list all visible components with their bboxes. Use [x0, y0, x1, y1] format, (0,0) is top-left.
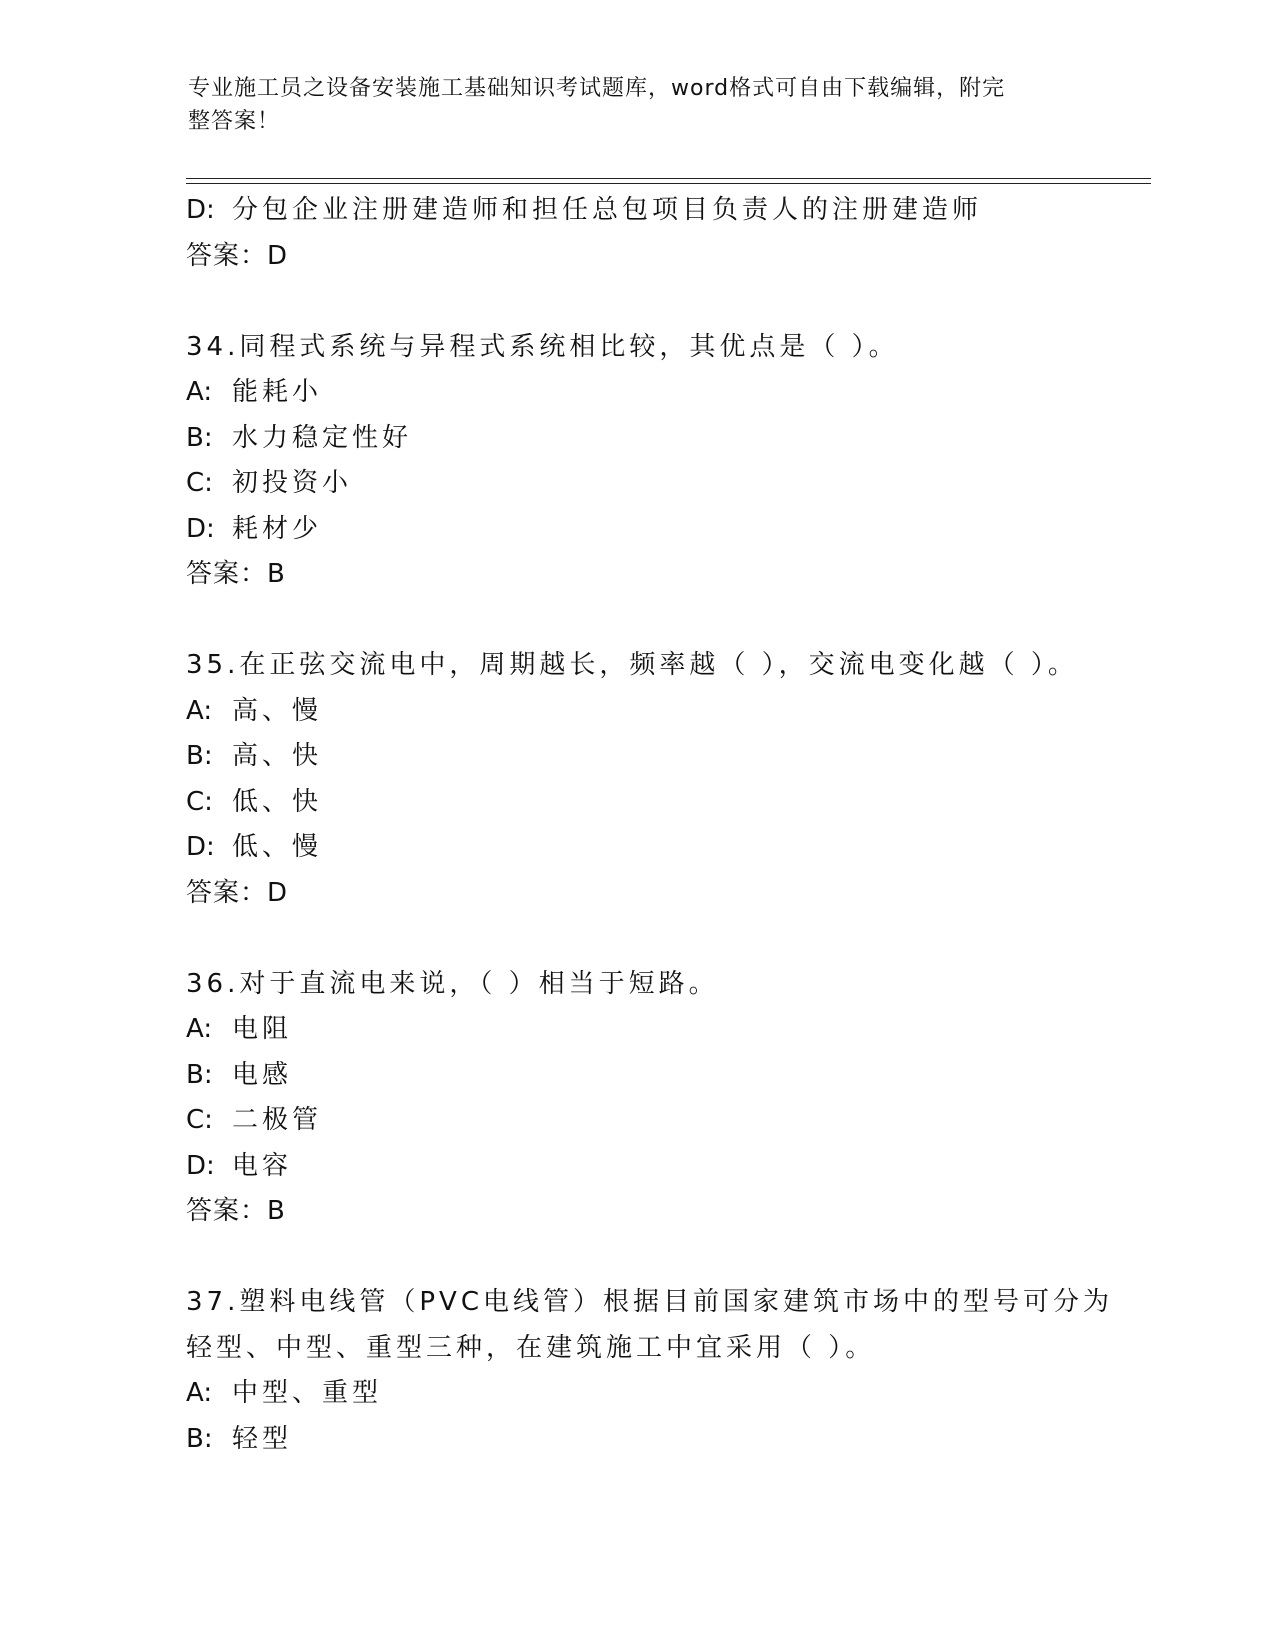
option-text: 高、慢: [232, 695, 323, 726]
answer-line: 答案：B: [186, 559, 286, 589]
option-text: 分包企业注册建造师和担任总包项目负责人的注册建造师: [232, 195, 983, 225]
option-prefix: D:: [186, 832, 215, 862]
option-b: [186, 1053, 1146, 1099]
option-c: [186, 461, 1146, 507]
question-stem-line-1: 37.塑料电线管（PVC电线管）根据目前国家建筑市场中的型号可分为: [186, 1287, 1113, 1317]
question-34: [186, 325, 1146, 598]
option-d: [186, 507, 1146, 553]
question-stem: 34.同程式系统与异程式系统相比较，其优点是（ ）。: [186, 331, 899, 362]
answer-line: 答案：D: [186, 240, 289, 271]
question-37: [186, 1280, 1146, 1462]
option-text: 初投资小: [232, 468, 353, 498]
option-prefix: B:: [186, 1059, 213, 1090]
option-a: [186, 1371, 1146, 1417]
option-prefix: A:: [186, 695, 213, 726]
option-prefix: A:: [186, 377, 213, 407]
option-prefix: D:: [186, 1150, 215, 1181]
header-line-1: 专业施工员之设备安装施工基础知识考试题库，word格式可自由下载编辑，附完: [188, 76, 1006, 101]
answer-line: 答案：B: [186, 1196, 286, 1226]
header-divider-top: [186, 178, 1151, 179]
option-b: [186, 1417, 1146, 1463]
header-divider-bottom: [186, 183, 1151, 184]
option-text: 耗材少: [232, 513, 323, 544]
option-text: 水力稳定性好: [232, 422, 413, 453]
option-a: [186, 370, 1146, 416]
option-prefix: B:: [186, 741, 213, 771]
question-stem: 36.对于直流电来说，（ ）相当于短路。: [186, 968, 719, 999]
option-prefix: C:: [186, 786, 213, 817]
option-prefix: A:: [186, 1014, 213, 1044]
option-text: 高、快: [232, 741, 323, 771]
option-a: [186, 1007, 1146, 1053]
option-c: [186, 780, 1146, 826]
option-text: 二极管: [232, 1105, 323, 1135]
option-a: [186, 689, 1146, 735]
question-35: [186, 643, 1146, 916]
question-36: [186, 962, 1146, 1235]
document-header: [188, 72, 1068, 138]
option-prefix: C:: [186, 1105, 213, 1135]
option-text: 电阻: [232, 1014, 293, 1044]
option-prefix: A:: [186, 1378, 213, 1408]
question-stem-line-2: 轻型、中型、重型三种，在建筑施工中宜采用（ ）。: [186, 1332, 876, 1363]
option-d: [186, 825, 1146, 871]
header-line-2: 整答案！: [188, 109, 281, 134]
option-b: [186, 416, 1146, 462]
option-text: 轻型: [232, 1423, 293, 1454]
option-text: 低、快: [232, 786, 323, 817]
option-text: 电容: [232, 1150, 293, 1181]
option-prefix: D:: [186, 513, 215, 544]
option-text: 能耗小: [232, 377, 323, 407]
option-b: [186, 734, 1146, 780]
question-stem: 35.在正弦交流电中，周期越长，频率越（ ），交流电变化越（ ）。: [186, 650, 1078, 680]
option-d: [186, 1144, 1146, 1190]
option-prefix: B:: [186, 422, 213, 453]
option-text: 电感: [232, 1059, 293, 1090]
option-prefix: D:: [186, 195, 215, 225]
option-prefix: B:: [186, 1423, 213, 1454]
option-prefix: C:: [186, 468, 213, 498]
option-text: 低、慢: [232, 832, 323, 862]
carryover-block: [186, 188, 1146, 279]
question-list: [186, 188, 1146, 1462]
option-item: [186, 188, 1146, 234]
option-c: [186, 1098, 1146, 1144]
answer-line: 答案：D: [186, 877, 289, 908]
option-text: 中型、重型: [232, 1378, 383, 1408]
